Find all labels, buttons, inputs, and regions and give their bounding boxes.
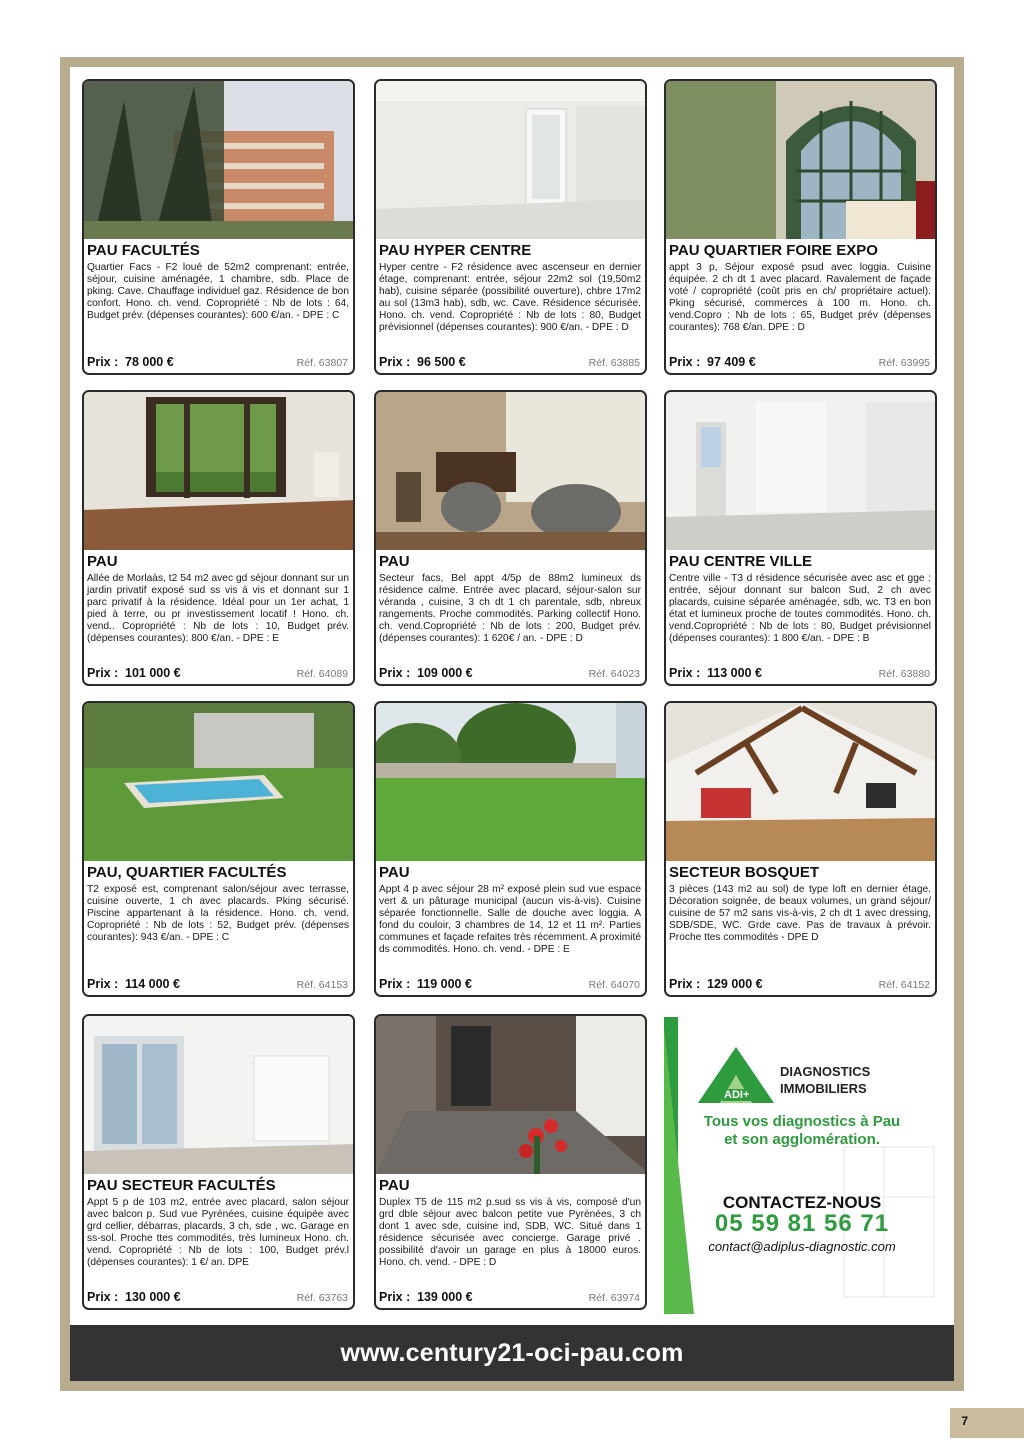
listing-description: Appt 5 p de 103 m2, entrée avec placard, salon séjour avec balcon p. Sud vue Pyrénées, cuisine équipée avec grd cellier, débarras, placards, 3 ch, sde , wc. Garage en ss-sol. Proche ttes commodités, très lumineux Hono. ch. vend. Copropriété : Nb de lots : 100, Budget prév.l (dépenses courantes): 1 €/ an. DPE — [87, 1197, 349, 1268]
listing-photo — [84, 703, 353, 861]
listing-card[interactable] — [664, 79, 937, 375]
listing-footer — [84, 975, 353, 995]
footer-bar — [70, 1325, 954, 1381]
swimming-pool-image — [84, 703, 353, 861]
price-label: Prix : — [379, 977, 411, 991]
listing-footer — [84, 353, 353, 373]
contact-phone[interactable]: 05 59 81 56 71 — [714, 1210, 890, 1237]
listing-price: 114 000 € — [125, 977, 180, 991]
listing-description: Quartier Facs - F2 loué de 52m2 comprenant: entrée, séjour, cuisine aménagée, 1 chambre, sdb. Place de pking. Cave. Chauffage individuel gaz. Résidence de bon confort. Hono. ch. vend. Copropriété : Nb de lots : 64, Budget prév. (dépenses courantes): 600 €/an. - DPE : C — [87, 262, 349, 321]
listing-description: T2 exposé est, comprenant salon/séjour avec terrasse, cuisine ouverte, 1 ch avec placards. Pking sécurisé. Piscine appartenant à la résidence. Hono. ch. vend. Copropriété : Nb de lots : 52, Budget prév. (dépenses courantes): 943 €/an. - DPE : C — [87, 884, 349, 943]
listing-footer — [666, 975, 935, 995]
listing-footer — [376, 664, 645, 684]
listing-card[interactable] — [374, 701, 647, 997]
room-garden-view-image — [84, 392, 353, 550]
listing-description: Allée de Morlaàs, t2 54 m2 avec gd séjour donnant sur un jardin privatif exposé sud ss vis à vis et donnant sur 1 parc privatif à la résidence. Idéal pour un 1er achat, 1 pied à terre, ou pr investissement locatif ! Hono. ch. vend.. Copropriété : Nb de lots : 10, Budget prév.(dépenses courantes): 800 €/an. - DPE : E — [87, 573, 349, 644]
listing-price: 78 000 € — [125, 355, 174, 369]
listing-photo — [376, 392, 645, 550]
listing-description: appt 3 p, Séjour exposé psud avec loggia. Cuisine équipée. 2 ch dt 1 avec placard. Ravalement de façade voté / copropriété (coût pris en ch/ propriétaire actuel). Pking sécurisé, commerces à 100 m. Hono. ch. vend.Copro : Nb de lots : 65, Budget prév (dépenses courantes): 768 €/an. DPE : D — [669, 262, 931, 333]
page-number-tab — [950, 1408, 1024, 1438]
price-label: Prix : — [669, 977, 701, 991]
price-label: Prix : — [87, 1290, 119, 1304]
empty-apartment-image — [666, 392, 935, 550]
company-name-line2: IMMOBILIERS — [780, 1081, 867, 1096]
page-number: 7 — [961, 1414, 968, 1428]
listing-title: PAU SECTEUR FACULTÉS — [87, 1177, 276, 1194]
listing-card[interactable] — [664, 701, 937, 997]
listing-price: 130 000 € — [125, 1290, 181, 1304]
price-label: Prix : — [669, 355, 701, 369]
listing-card[interactable] — [374, 79, 647, 375]
listing-photo — [666, 81, 935, 239]
lobby-flowers-image — [376, 1016, 645, 1174]
listing-description: Appt 4 p avec séjour 28 m² exposé plein sud vue espace vert & un pâturage municipal (aucun vis-à-vis). Cuisine séparée fonctionnelle. Salle de douche avec loggia. A fond du couloir, 3 chambres de 14, 12 et 11 m². Parties communes et façade refaites très récemment. A proximité ds commodités. Hono. ch. vend. - DPE : E — [379, 884, 641, 955]
listing-reference: Réf. 63974 — [588, 1292, 640, 1304]
listing-photo — [84, 392, 353, 550]
listing-card[interactable] — [82, 1014, 355, 1310]
listing-price: 119 000 € — [417, 977, 472, 991]
listing-price: 96 500 € — [417, 355, 466, 369]
listing-photo — [376, 81, 645, 239]
listing-description: Duplex T5 de 115 m2 p.sud ss vis à vis, composé d'un grd dble séjour avec balcon petite vue Pyrénées, 3 ch dont 1 avec sde, cuisine ind, SDB, WC. Situé dans 1 résidence sécurisée avec concierge. Garage privé . possibilité d'avoir un garage en plus à 18000 euros. Hono. ch. vend. - DPE : D — [379, 1197, 641, 1268]
listing-description: Centre ville - T3 d résidence sécurisée avec asc et gge : entrée, séjour donnant sur balcon Sud, 2 ch avec placards, cuisine séparée aménagée, sdb, wc. T3 en bon état et lumineux proche de toutes commodités. Hono. ch. vend.Copropriété : Nb de lots : 80, Budget prévisionnel (dépenses courantes): 1 800 €/an. - DPE : B — [669, 573, 931, 644]
listing-reference: Réf. 64070 — [588, 979, 640, 991]
diagnostics-advertisement[interactable] — [664, 1017, 940, 1314]
listing-card[interactable] — [82, 390, 355, 686]
green-lawn-image — [376, 703, 645, 861]
listing-photo — [84, 1016, 353, 1174]
price-label: Prix : — [379, 1290, 411, 1304]
listing-reference: Réf. 63807 — [296, 357, 348, 369]
listing-reference: Réf. 64153 — [296, 979, 348, 991]
contact-email[interactable]: contact@adiplus-diagnostic.com — [708, 1239, 896, 1254]
company-name-line1: DIAGNOSTICS — [780, 1064, 871, 1079]
listing-card[interactable] — [82, 79, 355, 375]
listing-photo — [84, 81, 353, 239]
listing-reference: Réf. 63763 — [296, 1292, 348, 1304]
ad-tagline-line2: et son agglomération. — [724, 1131, 880, 1148]
price-label: Prix : — [379, 355, 411, 369]
price-label: Prix : — [87, 355, 119, 369]
listing-title: PAU — [87, 553, 118, 570]
listing-reference: Réf. 63995 — [878, 357, 930, 369]
listing-reference: Réf. 63885 — [588, 357, 640, 369]
listing-title: PAU FACULTÉS — [87, 242, 200, 259]
listing-footer — [666, 664, 935, 684]
listing-title: PAU CENTRE VILLE — [669, 553, 813, 570]
listing-title: PAU, QUARTIER FACULTÉS — [87, 864, 287, 881]
listing-title: SECTEUR BOSQUET — [669, 864, 820, 881]
price-label: Prix : — [87, 666, 119, 680]
listing-footer — [84, 664, 353, 684]
listing-title: PAU — [379, 864, 410, 881]
listing-price: 129 000 € — [707, 977, 763, 991]
listing-footer — [666, 353, 935, 373]
empty-room-image — [376, 81, 645, 239]
listing-photo — [376, 703, 645, 861]
listing-footer — [376, 1288, 645, 1308]
loggia-image — [666, 81, 935, 239]
listing-card[interactable] — [664, 390, 937, 686]
listing-price: 113 000 € — [707, 666, 762, 680]
listing-reference: Réf. 64023 — [588, 668, 640, 680]
price-label: Prix : — [379, 666, 411, 680]
listing-price: 139 000 € — [417, 1290, 473, 1304]
adi-logo-text: ADI+ — [724, 1089, 750, 1101]
listing-title: PAU QUARTIER FOIRE EXPO — [669, 242, 878, 259]
listing-description: Hyper centre - F2 résidence avec ascenseur en dernier étage, comprenant: entrée, séjour 22m2 sol (19,50m2 hab), cuisine séparée (possibilité ouverture), chbre 17m2 au sol (13m3 hab), sdb, wc. Cave. Résidence sécurisée. Hono. ch. vend. Copropriété : Nb de lots : 80, Budget prévisionnel (dépenses courantes): 900 €/an. - DPE : D — [379, 262, 641, 333]
listing-photo — [666, 392, 935, 550]
loft-attic-image — [666, 703, 935, 861]
price-label: Prix : — [669, 666, 701, 680]
listing-title: PAU — [379, 1177, 410, 1194]
listing-footer — [376, 353, 645, 373]
listing-card[interactable] — [374, 390, 647, 686]
listing-footer — [376, 975, 645, 995]
listing-reference: Réf. 64152 — [878, 979, 930, 991]
listing-price: 109 000 € — [417, 666, 473, 680]
listing-description: 3 pièces (143 m2 au sol) de type loft en dernier étage. Décoration soignée, de beaux volumes, un grand séjour/ cuisine de 57 m2 sans vis-à-vis, 2 ch dt 1 avec dressing, SDB/SDE, WC. Grde cave. Pas de travaux à prévoir. Proche ttes commodités - DPE D — [669, 884, 931, 943]
listing-price: 101 000 € — [125, 666, 181, 680]
bright-room-image — [84, 1016, 353, 1174]
listing-photo — [376, 1016, 645, 1174]
ad-tagline-line1: Tous vos diagnostics à Pau — [703, 1113, 901, 1130]
listing-card[interactable] — [374, 1014, 647, 1310]
price-label: Prix : — [87, 977, 119, 991]
listing-reference: Réf. 64089 — [296, 668, 348, 680]
listing-card[interactable] — [82, 701, 355, 997]
listing-price: 97 409 € — [707, 355, 756, 369]
listing-title: PAU — [379, 553, 410, 570]
listing-photo — [666, 703, 935, 861]
listing-title: PAU HYPER CENTRE — [379, 242, 532, 259]
building-exterior-image — [84, 81, 353, 239]
contact-heading: CONTACTEZ-NOUS — [722, 1193, 882, 1212]
listing-reference: Réf. 63880 — [878, 668, 930, 680]
living-room-image — [376, 392, 645, 550]
listing-footer — [84, 1288, 353, 1308]
website-link[interactable]: www.century21-oci-pau.com — [340, 1339, 684, 1367]
listing-description: Secteur facs, Bel appt 4/5p de 88m2 lumineux ds résidence calme. Entrée avec placard, séjour-salon sur véranda , cuisine, 3 ch dt 1 ch parentale, sdb, nbreux rangements. Proche commodités. Parking collectif Hono. ch. vend.Copropriété : Nb de lots : 200, Budget prév.(dépenses courantes): 1 620€ / an. - DPE : D — [379, 573, 641, 644]
